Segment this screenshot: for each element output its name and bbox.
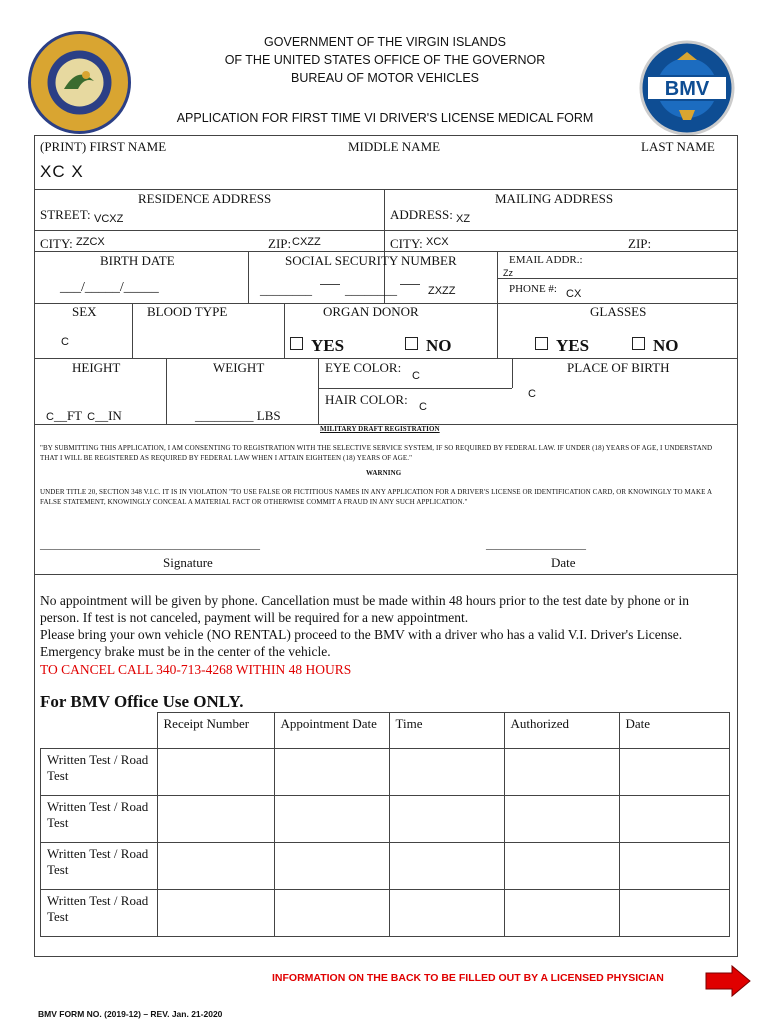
table-cell[interactable] (274, 749, 389, 796)
government-seal (28, 31, 131, 134)
table-cell[interactable] (389, 796, 504, 843)
col-appointment-date: Appointment Date (274, 713, 389, 749)
weight-field[interactable] (195, 408, 281, 424)
table-cell[interactable] (504, 796, 619, 843)
header-line-1: GOVERNMENT OF THE VIRGIN ISLANDS (264, 35, 506, 49)
col-time: Time (389, 713, 504, 749)
date-label: Date (551, 555, 576, 570)
first-name-label: (PRINT) FIRST NAME (40, 139, 167, 154)
organ-no-label: NO (426, 336, 452, 355)
weight-label: WEIGHT (213, 360, 265, 375)
notice-line-3: Emergency brake must be in the center of the vehicle. (40, 644, 331, 659)
organ-yes-label: YES (311, 336, 345, 355)
glasses-yes-checkbox[interactable] (535, 336, 589, 356)
height-ft-label: FT (66, 408, 82, 423)
table-cell[interactable] (389, 843, 504, 890)
table-cell[interactable] (157, 796, 274, 843)
warning-text: UNDER TITLE 20, SECTION 348 V.I.C. IT IS IN VIOLATION "TO USE FALSE OR FICTITIOUS NAMES IN ANY APPLICATION FOR A DRIVER'S LICENSE OR IDENTIFICATION CARD, OR KNOWINGLY TO MAKE A FALSE STATEMENT, KNOWINGLY CONCEAL A MATERIAL FACT OR OTHERWISE COMMIT A FRAUD IN ANY SUCH APPLICATION." (40, 488, 712, 506)
cancel-notice: TO CANCEL CALL 340-713-4268 WITHIN 48 HOURS (40, 662, 352, 677)
col-receipt-number: Receipt Number (157, 713, 274, 749)
hair-color-input[interactable]: C (419, 401, 427, 413)
table-cell[interactable] (389, 749, 504, 796)
name-input[interactable]: XC X (40, 162, 84, 181)
eye-color-input[interactable]: C (412, 370, 420, 382)
weight-input[interactable]: _________ (195, 408, 254, 423)
form-title: APPLICATION FOR FIRST TIME VI DRIVER'S LICENSE MEDICAL FORM (176, 111, 594, 125)
bmv-logo-text: BMV (664, 78, 710, 100)
mailing-city-label: CITY: (390, 236, 423, 251)
notice-line-2: Please bring your own vehicle (NO RENTAL) proceed to the BMV with a driver who has a valid V.I. Driver's License. (40, 627, 683, 642)
email-label: EMAIL ADDR.: (509, 254, 583, 266)
glasses-no-label: NO (653, 336, 679, 355)
office-use-table (40, 712, 730, 937)
mailing-zip-label: ZIP: (628, 236, 652, 251)
col-authorized: Authorized (504, 713, 619, 749)
table-row-label: Written Test / Road Test (41, 796, 158, 843)
table-cell[interactable] (619, 749, 730, 796)
place-of-birth-input[interactable]: C (528, 388, 536, 400)
col-date: Date (619, 713, 730, 749)
mailing-city-input[interactable]: XCX (426, 236, 449, 248)
organ-donor-label: ORGAN DONOR (323, 304, 419, 319)
weight-unit: LBS (256, 408, 281, 423)
organ-no-checkbox[interactable] (405, 336, 452, 356)
zip-input[interactable]: CXZZ (292, 236, 321, 248)
form-number: BMV FORM NO. (2019-12) – REV. Jan. 21-2020 (38, 1009, 223, 1019)
height-ft-input[interactable]: C (46, 411, 54, 423)
office-use-title: For BMV Office Use ONLY. (40, 692, 244, 711)
table-cell[interactable] (157, 890, 274, 937)
date-line[interactable]: ____________________ (486, 540, 586, 551)
table-cell[interactable] (274, 796, 389, 843)
table-cell[interactable] (619, 890, 730, 937)
height-ft-field[interactable]: C__FT C__IN (46, 408, 122, 423)
table-cell[interactable] (274, 890, 389, 937)
ssn-part-3[interactable]: ZXZZ (428, 285, 456, 297)
sex-input[interactable]: C (61, 336, 69, 348)
physician-note: INFORMATION ON THE BACK TO BE FILLED OUT BY A LICENSED PHYSICIAN (272, 972, 664, 984)
height-in-input[interactable]: C (87, 411, 96, 423)
ssn-title: SOCIAL SECURITY NUMBER (285, 253, 457, 268)
city-label: CITY: (40, 236, 73, 251)
notice-line-1: No appointment will be given by phone. Cancellation must be made within 48 hours prior to the test date by phone or in person. If test is not canceled, payment will be required for a new appointment. (40, 593, 690, 625)
table-cell[interactable] (504, 843, 619, 890)
residence-title: RESIDENCE ADDRESS (138, 191, 272, 206)
hair-color-label: HAIR COLOR: (325, 392, 408, 407)
signature-label: Signature (163, 555, 213, 570)
street-label: STREET: (40, 207, 91, 222)
mailing-address-label: ADDRESS: (390, 207, 453, 222)
sex-label: SEX (72, 304, 97, 319)
height-in-label: IN (108, 408, 122, 423)
eye-color-label: EYE COLOR: (325, 360, 402, 375)
bmv-logo (639, 40, 735, 136)
notice-block (40, 592, 730, 678)
arrow-right-icon (704, 964, 752, 998)
table-cell[interactable] (274, 843, 389, 890)
mailing-address-input[interactable]: XZ (456, 213, 471, 225)
place-of-birth-label: PLACE OF BIRTH (567, 360, 670, 375)
glasses-no-checkbox[interactable] (632, 336, 679, 356)
table-cell[interactable] (504, 749, 619, 796)
table-row-label: Written Test / Road Test (41, 749, 158, 796)
birth-date-input[interactable]: ___/_____/_____ (60, 280, 159, 295)
ssn-part-1[interactable]: ________ (260, 282, 312, 297)
table-row-label: Written Test / Road Test (41, 890, 158, 937)
last-name-label: LAST NAME (641, 139, 715, 154)
phone-label: PHONE #: (509, 283, 557, 295)
zip-label: ZIP: (268, 236, 292, 251)
header-line-2: OF THE UNITED STATES OFFICE OF THE GOVERNOR (224, 53, 546, 67)
glasses-label: GLASSES (590, 304, 647, 319)
middle-name-label: MIDDLE NAME (348, 139, 441, 154)
header-line-3: BUREAU OF MOTOR VEHICLES (291, 71, 479, 85)
draft-text: "BY SUBMITTING THIS APPLICATION, I AM CONSENTING TO REGISTRATION WITH THE SELECTIVE SERVICE SYSTEM, IF SO REQUIRED BY FEDERAL LAW. IF UNDER (18) YEARS OF AGE, I UNDERSTAND THAT I WILL BE REGISTERED AS REQUIRED BY FEDERAL LAW WHEN I ATTAIN EIGHTEEN (18) YEARS OF AGE." (40, 444, 713, 462)
mailing-title: MAILING ADDRESS (495, 191, 614, 206)
table-cell[interactable] (619, 843, 730, 890)
organ-yes-checkbox[interactable] (290, 336, 344, 356)
table-cell[interactable] (389, 890, 504, 937)
ssn-part-2[interactable]: ________ (345, 282, 397, 297)
warning-title: WARNING (366, 469, 402, 477)
draft-title: MILITARY DRAFT REGISTRATION (320, 425, 440, 433)
table-row-label: Written Test / Road Test (41, 843, 158, 890)
blood-type-label: BLOOD TYPE (147, 304, 228, 319)
table-cell[interactable] (619, 796, 730, 843)
table-cell[interactable] (157, 749, 274, 796)
glasses-yes-label: YES (556, 336, 590, 355)
table-cell[interactable] (157, 843, 274, 890)
street-input[interactable]: VCXZ (94, 213, 124, 225)
birth-date-title: BIRTH DATE (100, 253, 175, 268)
signature-line[interactable]: ____________________________________________ (40, 540, 260, 551)
city-input[interactable]: ZZCX (76, 236, 105, 248)
phone-input[interactable]: CX (566, 288, 582, 300)
height-label: HEIGHT (72, 360, 121, 375)
email-input[interactable]: Zz (503, 268, 513, 278)
table-cell[interactable] (504, 890, 619, 937)
